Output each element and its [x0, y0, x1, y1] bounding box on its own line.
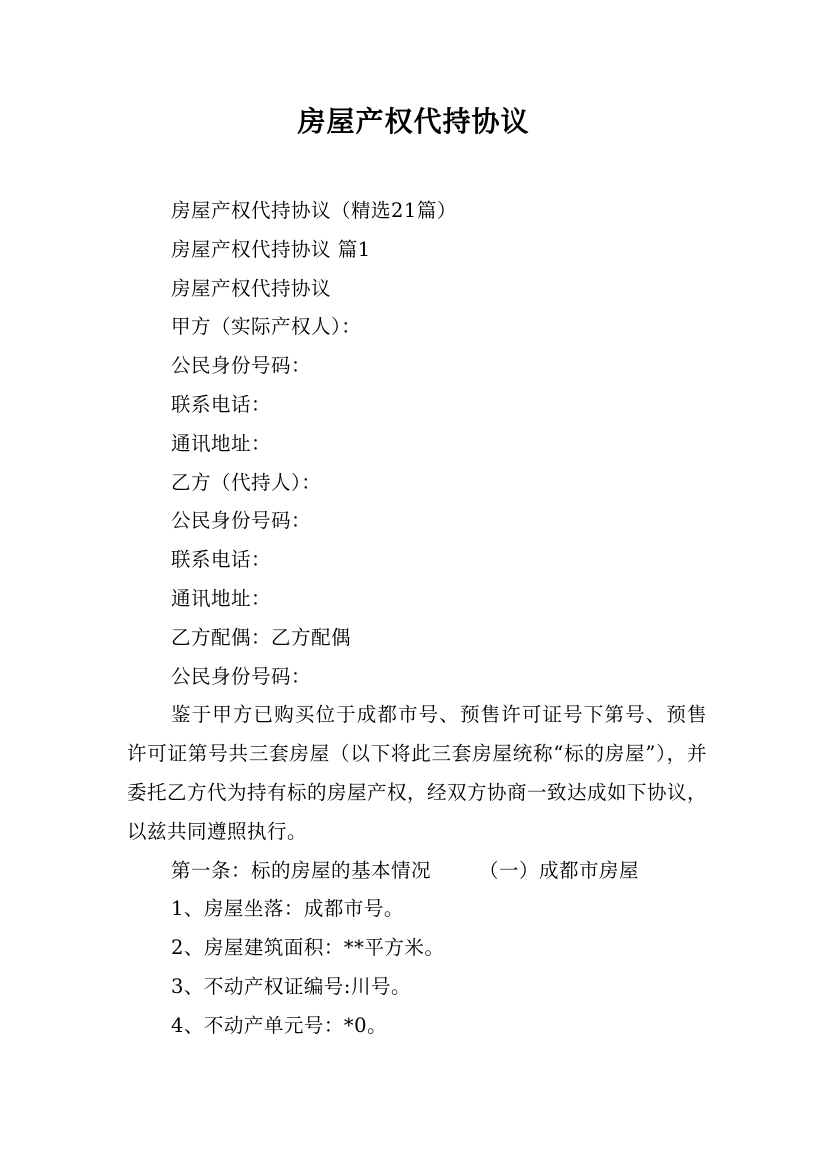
document-title: 房屋产权代持协议	[297, 105, 530, 138]
text-line: 乙方（代持人）：	[171, 470, 322, 494]
text-line: 甲方（实际产权人）：	[171, 315, 362, 339]
list-item: 1、房屋坐落：成都市号。	[171, 897, 404, 921]
text-line: 通讯地址：	[171, 431, 272, 455]
text-line: 公民身份号码：	[171, 354, 312, 378]
body-paragraph: 鉴于甲方已购买位于成都市号、预售许可证号下第号、预售许可证第号共三套房屋（以下将此三套房屋统称“标的房屋”），并委托乙方代为持有标的房屋产权，经双方协商一致达成如下协议，以兹共同遵照执行。	[127, 703, 708, 843]
article-heading-line	[127, 852, 707, 891]
text-line: 公民身份号码：	[171, 664, 312, 688]
text-line: 乙方配偶：乙方配偶	[171, 625, 352, 649]
text-line: 房屋产权代持协议（精选21篇）	[171, 199, 457, 222]
article-subheading: （一）成都市房屋	[479, 858, 640, 882]
text-line: 房屋产权代持协议	[171, 276, 332, 300]
list-item: 3、不动产权证编号:川号。	[171, 974, 411, 998]
text-line: 公民身份号码：	[171, 509, 312, 533]
list-item: 4、不动产单元号：*0。	[171, 1013, 388, 1037]
text-line: 联系电话：	[171, 392, 272, 416]
article-heading: 第一条：标的房屋的基本情况	[171, 858, 432, 882]
list-item: 2、房屋建筑面积：**平方米。	[171, 936, 445, 960]
document-body	[127, 192, 707, 1046]
text-line: 房屋产权代持协议 篇1	[171, 237, 371, 261]
text-line: 联系电话：	[171, 548, 272, 572]
text-line: 通讯地址：	[171, 586, 272, 610]
